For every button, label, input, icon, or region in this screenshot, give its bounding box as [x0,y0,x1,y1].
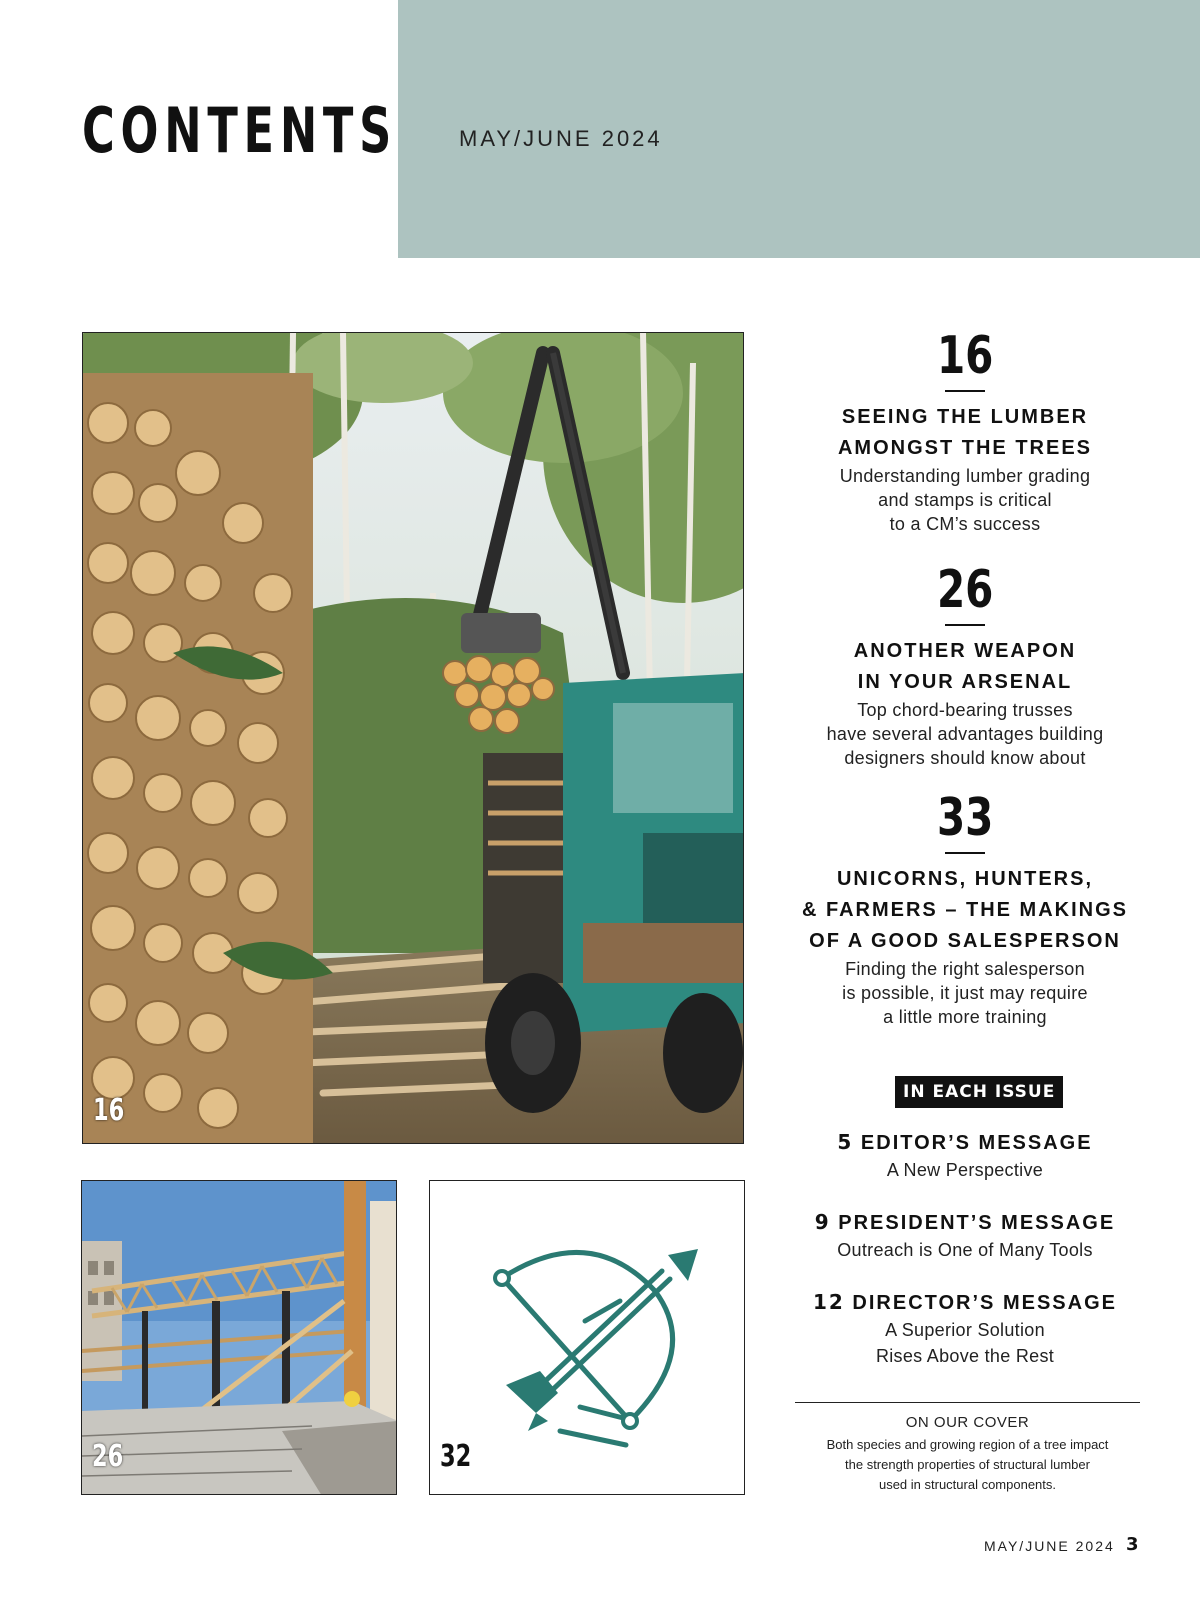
regular-description: Outreach is One of Many Tools [837,1240,1093,1260]
feature-title[interactable]: UNICORNS, HUNTERS, & FARMERS – THE MAKINGS OF A GOOD SALESPERSON [801,868,1129,952]
regular-title[interactable]: 12 DIRECTOR’S MESSAGE [813,1290,1117,1314]
page-title: CONTENTS [82,94,398,167]
regular-entry-director[interactable] [790,1288,1140,1369]
photo-page-label-16: 16 [93,1093,125,1128]
trusses-photo-illustration [82,1181,397,1495]
photo-trusses[interactable] [81,1180,397,1495]
in-each-issue-label: IN EACH ISSUE [895,1076,1063,1108]
regular-title[interactable]: 9 PRESIDENT’S MESSAGE [814,1210,1116,1234]
bow-arrow-icon [430,1181,745,1495]
feature-title[interactable]: SEEING THE LUMBER AMONGST THE TREES [837,406,1092,459]
cover-text: Both species and growing region of a tree impact the strength properties of structural lumber used in structural components. [826,1437,1109,1492]
regular-description: A Superior Solution Rises Above the Rest [875,1320,1055,1366]
footer-page-number: 3 [1126,1534,1139,1555]
cover-caption [795,1414,1140,1495]
feature-description: Finding the right salesperson is possible, it just may require a little more training [842,959,1088,1027]
photo-page-label-26: 26 [92,1439,124,1474]
feature-entry-26[interactable] [790,560,1140,770]
feature-title[interactable]: ANOTHER WEAPON IN YOUR ARSENAL [853,640,1077,693]
photo-page-label-32: 32 [440,1439,472,1474]
issue-date: MAY/JUNE 2024 [459,126,663,151]
feature-page-number: 16 [936,326,994,386]
logging-photo-illustration [83,333,744,1144]
footer-issue-date: MAY/JUNE 2024 [984,1538,1115,1554]
regular-entry-editor[interactable] [790,1128,1140,1183]
feature-entry-16[interactable] [790,326,1140,536]
feature-description: Top chord-bearing trusses have several advantages building designers should know about [826,700,1104,768]
feature-page-number: 26 [936,560,994,620]
photo-bow-arrow[interactable] [429,1180,745,1495]
regular-entry-president[interactable] [790,1208,1140,1263]
feature-page-number: 33 [936,788,994,848]
main-photo-logging[interactable] [82,332,744,1144]
feature-entry-33[interactable] [790,788,1140,1029]
regular-description: A New Perspective [886,1160,1044,1180]
feature-divider [945,852,985,854]
feature-divider [945,624,985,626]
cover-divider [795,1402,1140,1403]
feature-description: Understanding lumber grading and stamps is critical to a CM’s success [839,466,1091,534]
feature-divider [945,390,985,392]
cover-heading: ON OUR COVER [905,1414,1030,1431]
regular-title[interactable]: 5 EDITOR’S MESSAGE [837,1130,1093,1154]
